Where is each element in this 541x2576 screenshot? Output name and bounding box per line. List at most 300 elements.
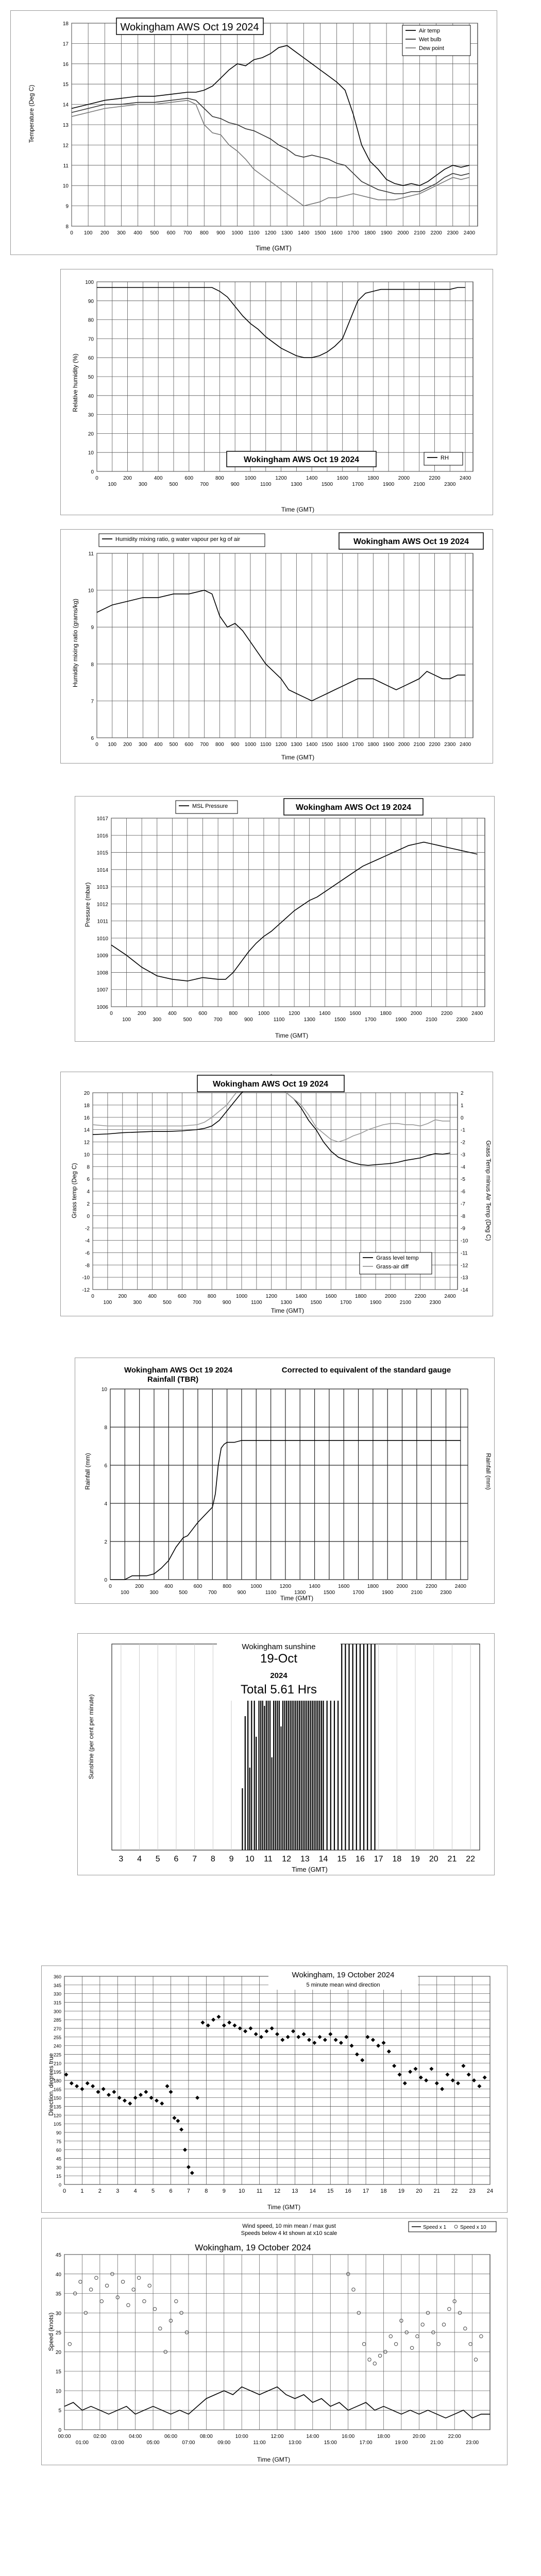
x-tick-label: 800 xyxy=(215,476,224,481)
x-tick-label: 11 xyxy=(256,2188,263,2194)
x-tick-label: 1000 xyxy=(231,230,243,236)
y-right-tick-label: -3 xyxy=(461,1152,465,1158)
x-tick-label: 300 xyxy=(117,230,126,236)
x-tick-label: 1900 xyxy=(382,742,395,748)
x-tick-label: 2000 xyxy=(410,1011,422,1016)
x-tick-label: 22 xyxy=(451,2188,458,2194)
x-tick-label: 1100 xyxy=(248,230,260,236)
x-tick-label: 900 xyxy=(237,1590,246,1596)
x-tick-label: 1600 xyxy=(331,230,343,236)
x-tick-label: 17:00 xyxy=(359,2440,373,2446)
x-tick-label: 22:00 xyxy=(448,2434,461,2439)
x-tick-label: 15 xyxy=(327,2188,334,2194)
x-tick-label: 02:00 xyxy=(93,2434,107,2439)
x-tick-label: 500 xyxy=(150,230,159,236)
x-tick-label: 300 xyxy=(149,1590,159,1596)
x-tick-label: 400 xyxy=(148,1294,157,1299)
x-tick-label: 2400 xyxy=(454,1584,466,1589)
x-tick-label: 2300 xyxy=(447,230,459,236)
x-tick-label: 2100 xyxy=(426,1017,437,1023)
x-tick-label: 13 xyxy=(292,2188,298,2194)
y-right-tick-label: -14 xyxy=(461,1287,468,1293)
x-tick-label: 0 xyxy=(91,1294,94,1299)
x-tick-label: 8 xyxy=(210,1855,215,1863)
x-tick-label: 200 xyxy=(100,230,109,236)
y-tick-label: 315 xyxy=(53,2000,61,2006)
x-tick-label: 3 xyxy=(119,1855,124,1863)
x-tick-label: 900 xyxy=(216,230,225,236)
x-tick-label: 10 xyxy=(239,2188,245,2194)
y-axis-label: Relative humidity (%) xyxy=(72,353,79,412)
x-tick-label: 23 xyxy=(469,2188,476,2194)
y-tick-label: 10 xyxy=(83,1152,90,1158)
x-tick-label: 1500 xyxy=(321,482,333,487)
rainfall-chart xyxy=(75,1358,494,1603)
y-tick-label: 120 xyxy=(53,2113,61,2119)
y-tick-label: 6 xyxy=(91,736,94,741)
x-tick-label: 1000 xyxy=(244,476,257,481)
y-axis-label: Sunshine (per cent per minute) xyxy=(88,1694,95,1780)
x-tick-label: 03:00 xyxy=(111,2440,124,2446)
x-tick-label: 100 xyxy=(103,1300,112,1306)
x-tick-label: 1700 xyxy=(340,1300,352,1306)
chart-title: Wokingham, 19 October 2024 xyxy=(292,1971,395,1979)
chart-title: Wokingham sunshine xyxy=(242,1642,316,1651)
y-tick-label: 180 xyxy=(53,2078,61,2083)
y-tick-label: 16 xyxy=(62,61,69,67)
wind-direction-chart xyxy=(42,1966,507,2212)
y-tick-label: 40 xyxy=(55,2272,61,2278)
x-tick-label: 2300 xyxy=(456,1017,468,1023)
y-tick-label: 40 xyxy=(88,393,94,399)
x-tick-label: 2400 xyxy=(444,1294,456,1299)
y-tick-label: -2 xyxy=(85,1226,90,1232)
y-tick-label: 10 xyxy=(101,1387,107,1393)
y-tick-label: 270 xyxy=(53,2026,61,2031)
x-tick-label: 22 xyxy=(466,1855,476,1863)
y-tick-label: 18 xyxy=(83,1103,90,1109)
y-tick-label: 345 xyxy=(53,1982,61,1988)
y-right-tick-label: -6 xyxy=(461,1189,465,1195)
y-tick-label: 10 xyxy=(62,183,69,190)
y-right-tick-label: -5 xyxy=(461,1177,465,1183)
y-tick-label: 12 xyxy=(83,1140,90,1146)
legend-label: Humidity mixing ratio, g water vapour per kg of air xyxy=(115,536,241,543)
x-tick-label: 1900 xyxy=(382,482,395,487)
y-tick-label: 1016 xyxy=(96,833,108,839)
x-tick-label: 1700 xyxy=(364,1017,377,1023)
y-tick-label: 1014 xyxy=(96,867,108,873)
x-tick-label: 15 xyxy=(337,1855,347,1863)
x-tick-label: 23:00 xyxy=(466,2440,479,2446)
x-tick-label: 500 xyxy=(163,1300,172,1306)
x-tick-label: 200 xyxy=(118,1294,127,1299)
y-tick-label: 360 xyxy=(53,1974,61,1979)
y-tick-label: 15 xyxy=(62,82,69,88)
x-tick-label: 2300 xyxy=(429,1300,441,1306)
temperature-chart xyxy=(11,11,497,255)
y-right-tick-label: 1 xyxy=(461,1103,464,1109)
y-tick-label: 8 xyxy=(87,1164,90,1171)
y-tick-label: 18 xyxy=(62,21,69,27)
y-tick-label: 1009 xyxy=(96,953,108,959)
x-tick-label: 24 xyxy=(486,2188,494,2194)
x-tick-label: 1200 xyxy=(264,230,277,236)
y-tick-label: -6 xyxy=(85,1250,90,1257)
x-tick-label: 2400 xyxy=(459,476,471,481)
y-tick-label: 12 xyxy=(62,143,69,149)
x-tick-label: 2400 xyxy=(471,1011,483,1016)
y-tick-label: 8 xyxy=(91,662,94,668)
x-tick-label: 700 xyxy=(213,1017,223,1023)
x-tick-label: 1400 xyxy=(295,1294,307,1299)
y-tick-label: 0 xyxy=(58,2182,61,2188)
x-tick-label: 200 xyxy=(135,1584,144,1589)
grass-temperature-chart xyxy=(61,1072,493,1316)
x-tick-label: 2100 xyxy=(399,1300,411,1306)
y-tick-label: 11 xyxy=(88,551,94,557)
x-tick-label: 2100 xyxy=(413,742,425,748)
y-tick-label: 195 xyxy=(53,2070,61,2075)
x-tick-label: 1800 xyxy=(355,1294,367,1299)
x-tick-label: 14:00 xyxy=(306,2434,319,2439)
x-tick-label: 21 xyxy=(447,1855,457,1863)
x-tick-label: 900 xyxy=(230,482,240,487)
y-tick-label: 15 xyxy=(55,2369,61,2375)
x-tick-label: 7 xyxy=(187,2188,190,2194)
y-tick-label: 45 xyxy=(56,2156,61,2162)
x-tick-label: 900 xyxy=(222,1300,231,1306)
x-tick-label: 07:00 xyxy=(182,2440,195,2446)
x-tick-label: 20 xyxy=(429,1855,438,1863)
x-tick-label: 3 xyxy=(116,2188,120,2194)
x-tick-label: 700 xyxy=(183,230,192,236)
y-right-tick-label: -9 xyxy=(461,1226,465,1232)
x-tick-label: 16 xyxy=(356,1855,365,1863)
x-tick-label: 13 xyxy=(300,1855,310,1863)
x-tick-label: 1300 xyxy=(294,1590,306,1596)
x-tick-label: 2200 xyxy=(426,1584,437,1589)
x-tick-label: 1900 xyxy=(369,1300,382,1306)
x-tick-label: 600 xyxy=(198,1011,207,1016)
y-tick-label: 9 xyxy=(91,625,94,631)
y-tick-label: 14 xyxy=(83,1127,90,1133)
y-tick-label: -8 xyxy=(85,1263,90,1269)
x-tick-label: 0 xyxy=(95,742,98,748)
y-tick-label: 2 xyxy=(104,1539,107,1545)
y-tick-label: 8 xyxy=(104,1425,107,1431)
x-tick-label: 05:00 xyxy=(146,2440,160,2446)
x-tick-label: 500 xyxy=(169,742,178,748)
y-tick-label: 4 xyxy=(87,1189,90,1195)
y-tick-label: 105 xyxy=(53,2122,61,2127)
x-tick-label: 100 xyxy=(120,1590,129,1596)
x-tick-label: 1600 xyxy=(349,1011,361,1016)
x-tick-label: 15:00 xyxy=(324,2440,337,2446)
legend-label: Dew point xyxy=(419,45,444,52)
y-tick-label: 17 xyxy=(62,41,69,47)
x-tick-label: 14 xyxy=(309,2188,316,2194)
x-tick-label: 21 xyxy=(433,2188,440,2194)
y-tick-label: 1015 xyxy=(96,850,108,856)
x-tick-label: 1800 xyxy=(367,1584,379,1589)
x-tick-label: 16 xyxy=(345,2188,351,2194)
y-tick-label: 90 xyxy=(56,2130,61,2136)
y-tick-label: 255 xyxy=(53,2035,61,2040)
x-tick-label: 1500 xyxy=(334,1017,346,1023)
x-axis-label: Time (GMT) xyxy=(281,754,315,761)
x-tick-label: 1400 xyxy=(309,1584,320,1589)
x-tick-label: 14 xyxy=(318,1855,328,1863)
x-tick-label: 1600 xyxy=(336,742,348,748)
y-axis-label: Rainfall (mm) xyxy=(84,1453,91,1490)
x-tick-label: 1200 xyxy=(275,742,287,748)
y-axis-right-label: Rainfall (mm) xyxy=(485,1453,492,1490)
wind-speed-panel xyxy=(41,2218,508,2465)
x-tick-label: 1600 xyxy=(325,1294,337,1299)
x-tick-label: 1400 xyxy=(298,230,310,236)
y-tick-label: 7 xyxy=(91,699,94,705)
y-tick-label: 90 xyxy=(88,298,94,304)
x-tick-label: 06:00 xyxy=(164,2434,178,2439)
x-tick-label: 2000 xyxy=(398,476,410,481)
y-tick-label: -4 xyxy=(85,1238,90,1244)
x-tick-label: 16:00 xyxy=(342,2434,355,2439)
legend-label: Grass level temp xyxy=(376,1255,419,1261)
y-tick-label: 1006 xyxy=(96,1005,108,1010)
y-tick-label: 60 xyxy=(56,2147,61,2153)
y-tick-label: 210 xyxy=(53,2061,61,2066)
y-right-tick-label: 2 xyxy=(461,1091,464,1096)
x-tick-label: 2400 xyxy=(459,742,471,748)
x-tick-label: 0 xyxy=(95,476,98,481)
y-tick-label: 80 xyxy=(88,317,94,324)
plot-area xyxy=(97,553,473,738)
x-tick-label: 2000 xyxy=(398,742,410,748)
x-tick-label: 600 xyxy=(178,1294,187,1299)
x-tick-label: 300 xyxy=(133,1300,142,1306)
y-tick-label: 6 xyxy=(87,1177,90,1183)
chart-title: Wokingham AWS Oct 19 2024 xyxy=(243,455,360,464)
y-tick-label: 1007 xyxy=(96,987,108,993)
x-tick-label: 600 xyxy=(193,1584,202,1589)
x-tick-label: 2100 xyxy=(414,230,426,236)
speed-note: Wind speed, 10 min mean / max gust xyxy=(242,2223,336,2229)
y-right-tick-label: -2 xyxy=(461,1140,465,1146)
x-tick-label: 500 xyxy=(179,1590,188,1596)
x-tick-label: 1100 xyxy=(260,482,272,487)
y-right-tick-label: -1 xyxy=(461,1127,465,1133)
x-tick-label: 1800 xyxy=(364,230,376,236)
x-tick-label: 1300 xyxy=(291,742,302,748)
y-tick-label: 30 xyxy=(88,412,94,418)
x-tick-label: 0 xyxy=(109,1584,112,1589)
x-tick-label: 200 xyxy=(137,1011,146,1016)
x-axis-label: Time (GMT) xyxy=(292,1866,328,1873)
x-tick-label: 2000 xyxy=(384,1294,397,1299)
x-tick-label: 1000 xyxy=(250,1584,262,1589)
x-tick-label: 400 xyxy=(168,1011,177,1016)
x-tick-label: 2100 xyxy=(413,482,425,487)
x-tick-label: 1300 xyxy=(303,1017,315,1023)
chart-subtitle: Rainfall (TBR) xyxy=(147,1375,199,1384)
x-tick-label: 700 xyxy=(208,1590,217,1596)
x-tick-label: 8 xyxy=(205,2188,208,2194)
x-tick-label: 1900 xyxy=(395,1017,407,1023)
legend-label: MSL Pressure xyxy=(192,803,228,809)
y-tick-label: 13 xyxy=(62,123,69,128)
x-tick-label: 2300 xyxy=(444,482,456,487)
chart-title: Wokingham AWS Oct 19 2024 xyxy=(212,1080,329,1089)
x-tick-label: 600 xyxy=(166,230,176,236)
y-tick-label: 0 xyxy=(87,1213,90,1219)
y-tick-label: 20 xyxy=(55,2349,61,2355)
y-tick-label: 0 xyxy=(91,469,94,475)
y-tick-label: 165 xyxy=(53,2087,61,2092)
chart-subtitle: 5 minute mean wind direction xyxy=(306,1982,380,1988)
pressure-chart xyxy=(75,796,494,1041)
x-axis-label: Time (GMT) xyxy=(257,2456,291,2463)
legend-label: Air temp xyxy=(419,28,440,34)
x-tick-label: 2 xyxy=(98,2188,102,2194)
y-tick-label: 150 xyxy=(53,2095,61,2101)
y-tick-label: 1011 xyxy=(97,919,108,925)
sunshine-total: Total 5.61 Hrs xyxy=(240,1683,317,1697)
x-tick-label: 900 xyxy=(244,1017,253,1023)
y-axis-right-label: Grass Temp minus Air Temp (Deg C) xyxy=(485,1140,492,1241)
wind-direction-panel xyxy=(41,1965,508,2213)
x-tick-label: 08:00 xyxy=(199,2434,213,2439)
x-tick-label: 2300 xyxy=(444,742,456,748)
x-axis-label: Time (GMT) xyxy=(280,1595,314,1602)
x-tick-label: 10 xyxy=(245,1855,255,1863)
x-tick-label: 800 xyxy=(229,1011,238,1016)
x-tick-label: 1500 xyxy=(310,1300,322,1306)
rainfall-panel xyxy=(75,1358,495,1604)
x-tick-label: 1000 xyxy=(235,1294,248,1299)
legend-label: Grass-air diff xyxy=(376,1264,409,1270)
x-tick-label: 20:00 xyxy=(412,2434,426,2439)
x-tick-label: 19 xyxy=(398,2188,405,2194)
y-tick-label: 100 xyxy=(85,280,94,285)
x-tick-label: 500 xyxy=(169,482,178,487)
x-tick-label: 5 xyxy=(151,2188,155,2194)
y-tick-label: 9 xyxy=(65,204,69,210)
y-tick-label: 20 xyxy=(83,1091,90,1096)
x-tick-label: 11 xyxy=(264,1855,273,1863)
y-axis-label: Pressure (mbar) xyxy=(84,882,91,927)
x-axis-label: Time (GMT) xyxy=(275,1032,309,1039)
y-tick-label: 14 xyxy=(62,102,69,108)
x-tick-label: 400 xyxy=(133,230,142,236)
x-tick-label: 19:00 xyxy=(395,2440,408,2446)
pressure-panel xyxy=(75,796,495,1042)
x-tick-label: 1500 xyxy=(321,742,333,748)
x-tick-label: 1400 xyxy=(319,1011,331,1016)
y-axis-label: Grass temp (Deg C) xyxy=(71,1163,78,1218)
x-tick-label: 1000 xyxy=(244,742,257,748)
y-tick-label: 16 xyxy=(83,1115,90,1121)
x-tick-label: 20 xyxy=(416,2188,422,2194)
y-tick-label: 50 xyxy=(88,375,94,380)
x-tick-label: 1700 xyxy=(352,482,364,487)
y-tick-label: 330 xyxy=(53,1991,61,1997)
x-tick-label: 09:00 xyxy=(217,2440,231,2446)
x-tick-label: 7 xyxy=(192,1855,197,1863)
grass-temperature-panel xyxy=(60,1072,493,1316)
x-tick-label: 700 xyxy=(200,742,209,748)
x-tick-label: 1400 xyxy=(306,742,318,748)
y-tick-label: 285 xyxy=(53,2018,61,2023)
y-tick-label: 6 xyxy=(104,1463,107,1469)
x-tick-label: 00:00 xyxy=(58,2434,71,2439)
x-axis-label: Time (GMT) xyxy=(267,2204,301,2211)
y-tick-label: 2 xyxy=(87,1201,90,1207)
x-tick-label: 9 xyxy=(229,1855,234,1863)
sunshine-panel xyxy=(77,1633,495,1875)
x-tick-label: 1100 xyxy=(260,742,272,748)
wind-speed-chart xyxy=(42,2218,507,2465)
y-tick-label: 30 xyxy=(56,2165,61,2171)
x-tick-label: 12 xyxy=(274,2188,281,2194)
y-tick-label: 10 xyxy=(88,450,94,456)
y-tick-label: 1013 xyxy=(96,885,108,891)
y-tick-label: 240 xyxy=(53,2043,61,2049)
chart-title: Wokingham AWS Oct 19 2024 xyxy=(124,1366,233,1375)
x-tick-label: 400 xyxy=(154,476,163,481)
x-tick-label: 600 xyxy=(184,476,194,481)
x-tick-label: 2100 xyxy=(411,1590,422,1596)
y-tick-label: 11 xyxy=(63,163,69,169)
chart-subtitle: 19-Oct xyxy=(260,1652,298,1666)
x-tick-label: 2000 xyxy=(397,230,409,236)
y-right-tick-label: -10 xyxy=(461,1238,468,1244)
x-tick-label: 100 xyxy=(83,230,93,236)
chart-title: Wokingham, 19 October 2024 xyxy=(195,2243,311,2252)
y-tick-label: 5 xyxy=(58,2408,61,2414)
humidity-chart xyxy=(61,269,493,515)
x-tick-label: 1100 xyxy=(265,1590,277,1596)
chart-title: Wokingham AWS Oct 19 2024 xyxy=(120,22,259,33)
y-tick-label: 1008 xyxy=(96,970,108,976)
y-tick-label: 30 xyxy=(55,2311,61,2317)
y-tick-label: 35 xyxy=(55,2291,61,2297)
x-tick-label: 800 xyxy=(223,1584,231,1589)
y-tick-label: 135 xyxy=(53,2104,61,2110)
y-tick-label: 1017 xyxy=(96,816,108,822)
x-tick-label: 1300 xyxy=(291,482,302,487)
x-axis-label: Time (GMT) xyxy=(256,244,292,252)
x-tick-label: 4 xyxy=(133,2188,137,2194)
x-tick-label: 2200 xyxy=(430,230,442,236)
y-tick-label: 4 xyxy=(104,1501,107,1507)
x-tick-label: 100 xyxy=(122,1017,131,1023)
mixing-ratio-panel xyxy=(60,529,493,764)
x-tick-label: 12 xyxy=(282,1855,292,1863)
legend-label: RH xyxy=(441,455,449,461)
y-tick-label: -12 xyxy=(82,1287,90,1293)
y-tick-label: 15 xyxy=(56,2174,61,2179)
x-tick-label: 1700 xyxy=(347,230,359,236)
x-tick-label: 2200 xyxy=(414,1294,426,1299)
x-tick-label: 0 xyxy=(70,230,73,236)
x-tick-label: 1100 xyxy=(273,1017,285,1023)
x-tick-label: 13:00 xyxy=(288,2440,301,2446)
x-tick-label: 17 xyxy=(374,1855,383,1863)
y-right-tick-label: -12 xyxy=(461,1263,468,1269)
x-tick-label: 1300 xyxy=(280,1300,292,1306)
x-tick-label: 2000 xyxy=(396,1584,408,1589)
